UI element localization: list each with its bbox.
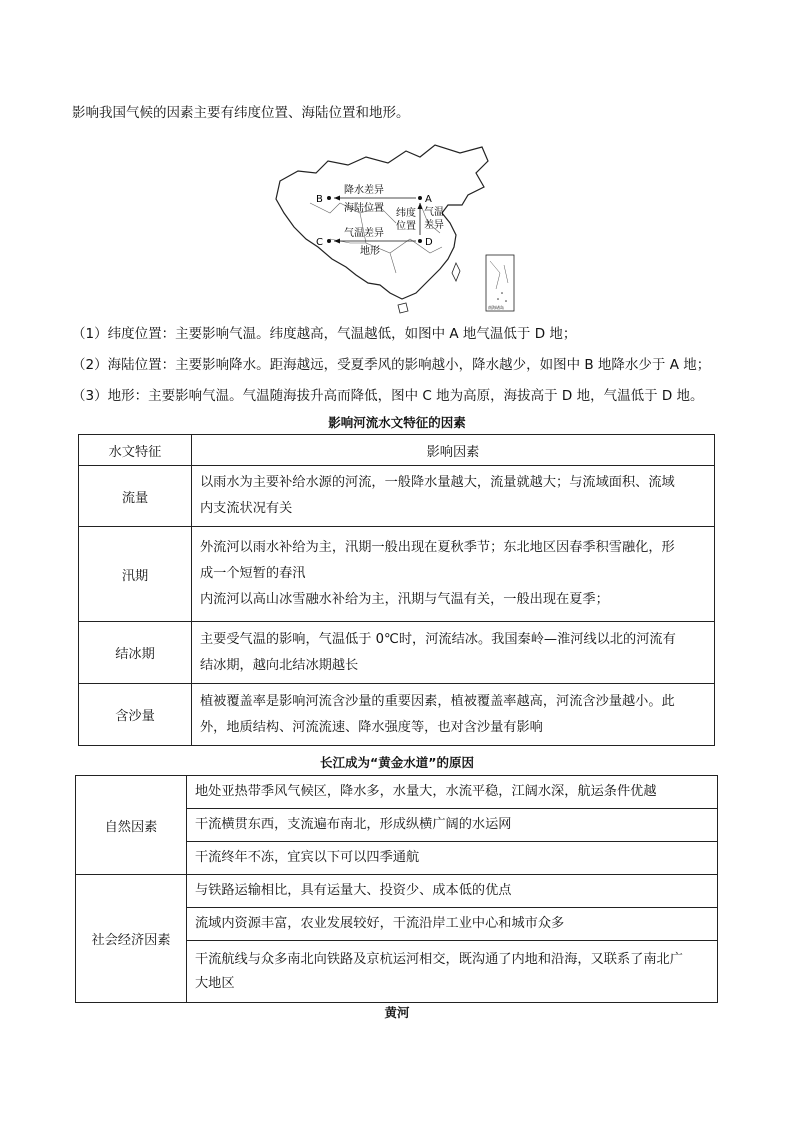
reason-item <box>187 941 718 1003</box>
reason-item: 与铁路运输相比，具有运量大、投资少、成本低的优点 <box>187 875 718 908</box>
south-sea-inset <box>486 255 514 311</box>
table2-caption: 长江成为“黄金水道”的原因 <box>320 755 474 770</box>
table-row <box>79 684 715 746</box>
point-sea-land: （2）海陆位置：主要影响降水。距海越远，受夏季风的影响越小，降水越少，如图中 B 地降水少于 A 地； <box>72 357 711 373</box>
table1-caption: 影响河流水文特征的因素 <box>328 415 466 430</box>
temp-vertical-1: 气温 <box>424 207 444 218</box>
point-terrain: （3）地形：主要影响气温。气温随海拔升高而降低，图中 C 地为高原，海拔高于 D 地，气温低于 D 地。 <box>72 388 704 404</box>
text-line: 成一个短暂的春汛 <box>200 566 306 581</box>
latitude-label-1: 纬度 <box>396 208 416 219</box>
point-c <box>327 239 331 243</box>
group-label-socioeconomic: 社会经济因素 <box>76 875 187 1003</box>
hydrology-table <box>78 434 715 746</box>
text-line: 结冰期，越向北结冰期越长 <box>200 657 359 673</box>
china-outline <box>276 145 488 299</box>
header-factors: 影响因素 <box>192 435 715 466</box>
terrain-label: 地形 <box>360 246 380 257</box>
point-d <box>418 239 422 243</box>
reason-item: 地处亚热带季风气候区，降水多，水量大，水流平稳，江阔水深，航运条件优越 <box>187 776 718 809</box>
row-factors <box>192 622 715 684</box>
label-a: A <box>425 194 432 205</box>
table-header-row <box>79 435 715 466</box>
latitude-label-2: 位置 <box>396 221 416 232</box>
sea-land-label: 海陆位置 <box>344 203 384 214</box>
text-line: 外，地质结构、河流流速、降水强度等，也对含沙量有影响 <box>200 719 543 735</box>
reason-item: 流域内资源丰富，农业发展较好，干流沿岸工业中心和城市众多 <box>187 908 718 941</box>
reason-item: 干流横贯东西，支流遍布南北，形成纵横广阔的水运网 <box>187 809 718 842</box>
reason-item: 干流终年不冻，宜宾以下可以四季通航 <box>187 842 718 875</box>
label-c: C <box>316 237 323 248</box>
text-line: 干流航线与众多南北向铁路及京杭运河相交，既沟通了内地和沿海，又联系了南北广 <box>195 951 683 967</box>
text-line: 主要受气温的影响，气温低于 0℃时，河流结冰。我国秦岭—淮河线以北的河流有 <box>200 631 676 647</box>
table-row <box>76 776 718 809</box>
label-b: B <box>316 194 323 205</box>
row-feature: 含沙量 <box>79 684 192 746</box>
table-row <box>79 622 715 684</box>
table-row <box>76 875 718 908</box>
row-feature: 结冰期 <box>79 622 192 684</box>
header-feature: 水文特征 <box>79 435 192 466</box>
hainan-island <box>398 303 408 313</box>
point-b <box>327 196 331 200</box>
china-climate-map <box>270 143 530 315</box>
row-factors <box>192 527 715 622</box>
text-line: 植被覆盖率是影响河流含沙量的重要因素，植被覆盖率越高，河流含沙量越小。此 <box>200 693 675 709</box>
text-line: 外流河以雨水补给为主，汛期一般出现在夏秋季节；东北地区因春季积雪融化，形 <box>200 540 675 555</box>
temp-vertical-2: 差异 <box>424 220 444 231</box>
rain-diff-label: 降水差异 <box>344 185 384 196</box>
taiwan-island <box>452 263 460 281</box>
table-row <box>79 527 715 622</box>
row-factors <box>192 466 715 527</box>
inset-label: 南海诸岛 <box>488 305 504 310</box>
row-feature: 流量 <box>79 466 192 527</box>
intro-text: 影响我国气候的因素主要有纬度位置、海陆位置和地形。 <box>72 105 410 121</box>
point-a <box>418 196 422 200</box>
row-factors <box>192 684 715 746</box>
text-line: 大地区 <box>195 975 235 991</box>
yellow-river-caption: 黄河 <box>384 1005 410 1020</box>
table-row <box>79 466 715 527</box>
group-label-natural: 自然因素 <box>76 776 187 875</box>
temp-diff-label: 气温差异 <box>344 228 384 239</box>
label-d: D <box>425 237 433 248</box>
yangtze-table <box>75 775 718 1003</box>
text-line: 内支流状况有关 <box>200 501 293 516</box>
row-feature: 汛期 <box>79 527 192 622</box>
text-line: 内流河以高山冰雪融水补给为主，汛期与气温有关，一般出现在夏季； <box>200 592 609 607</box>
text-line: 以雨水为主要补给水源的河流，一般降水量越大，流量就越大；与流域面积、流域 <box>200 475 675 490</box>
point-latitude: （1）纬度位置：主要影响气温。纬度越高，气温越低，如图中 A 地气温低于 D 地； <box>72 326 577 342</box>
china-map-figure <box>270 143 530 315</box>
